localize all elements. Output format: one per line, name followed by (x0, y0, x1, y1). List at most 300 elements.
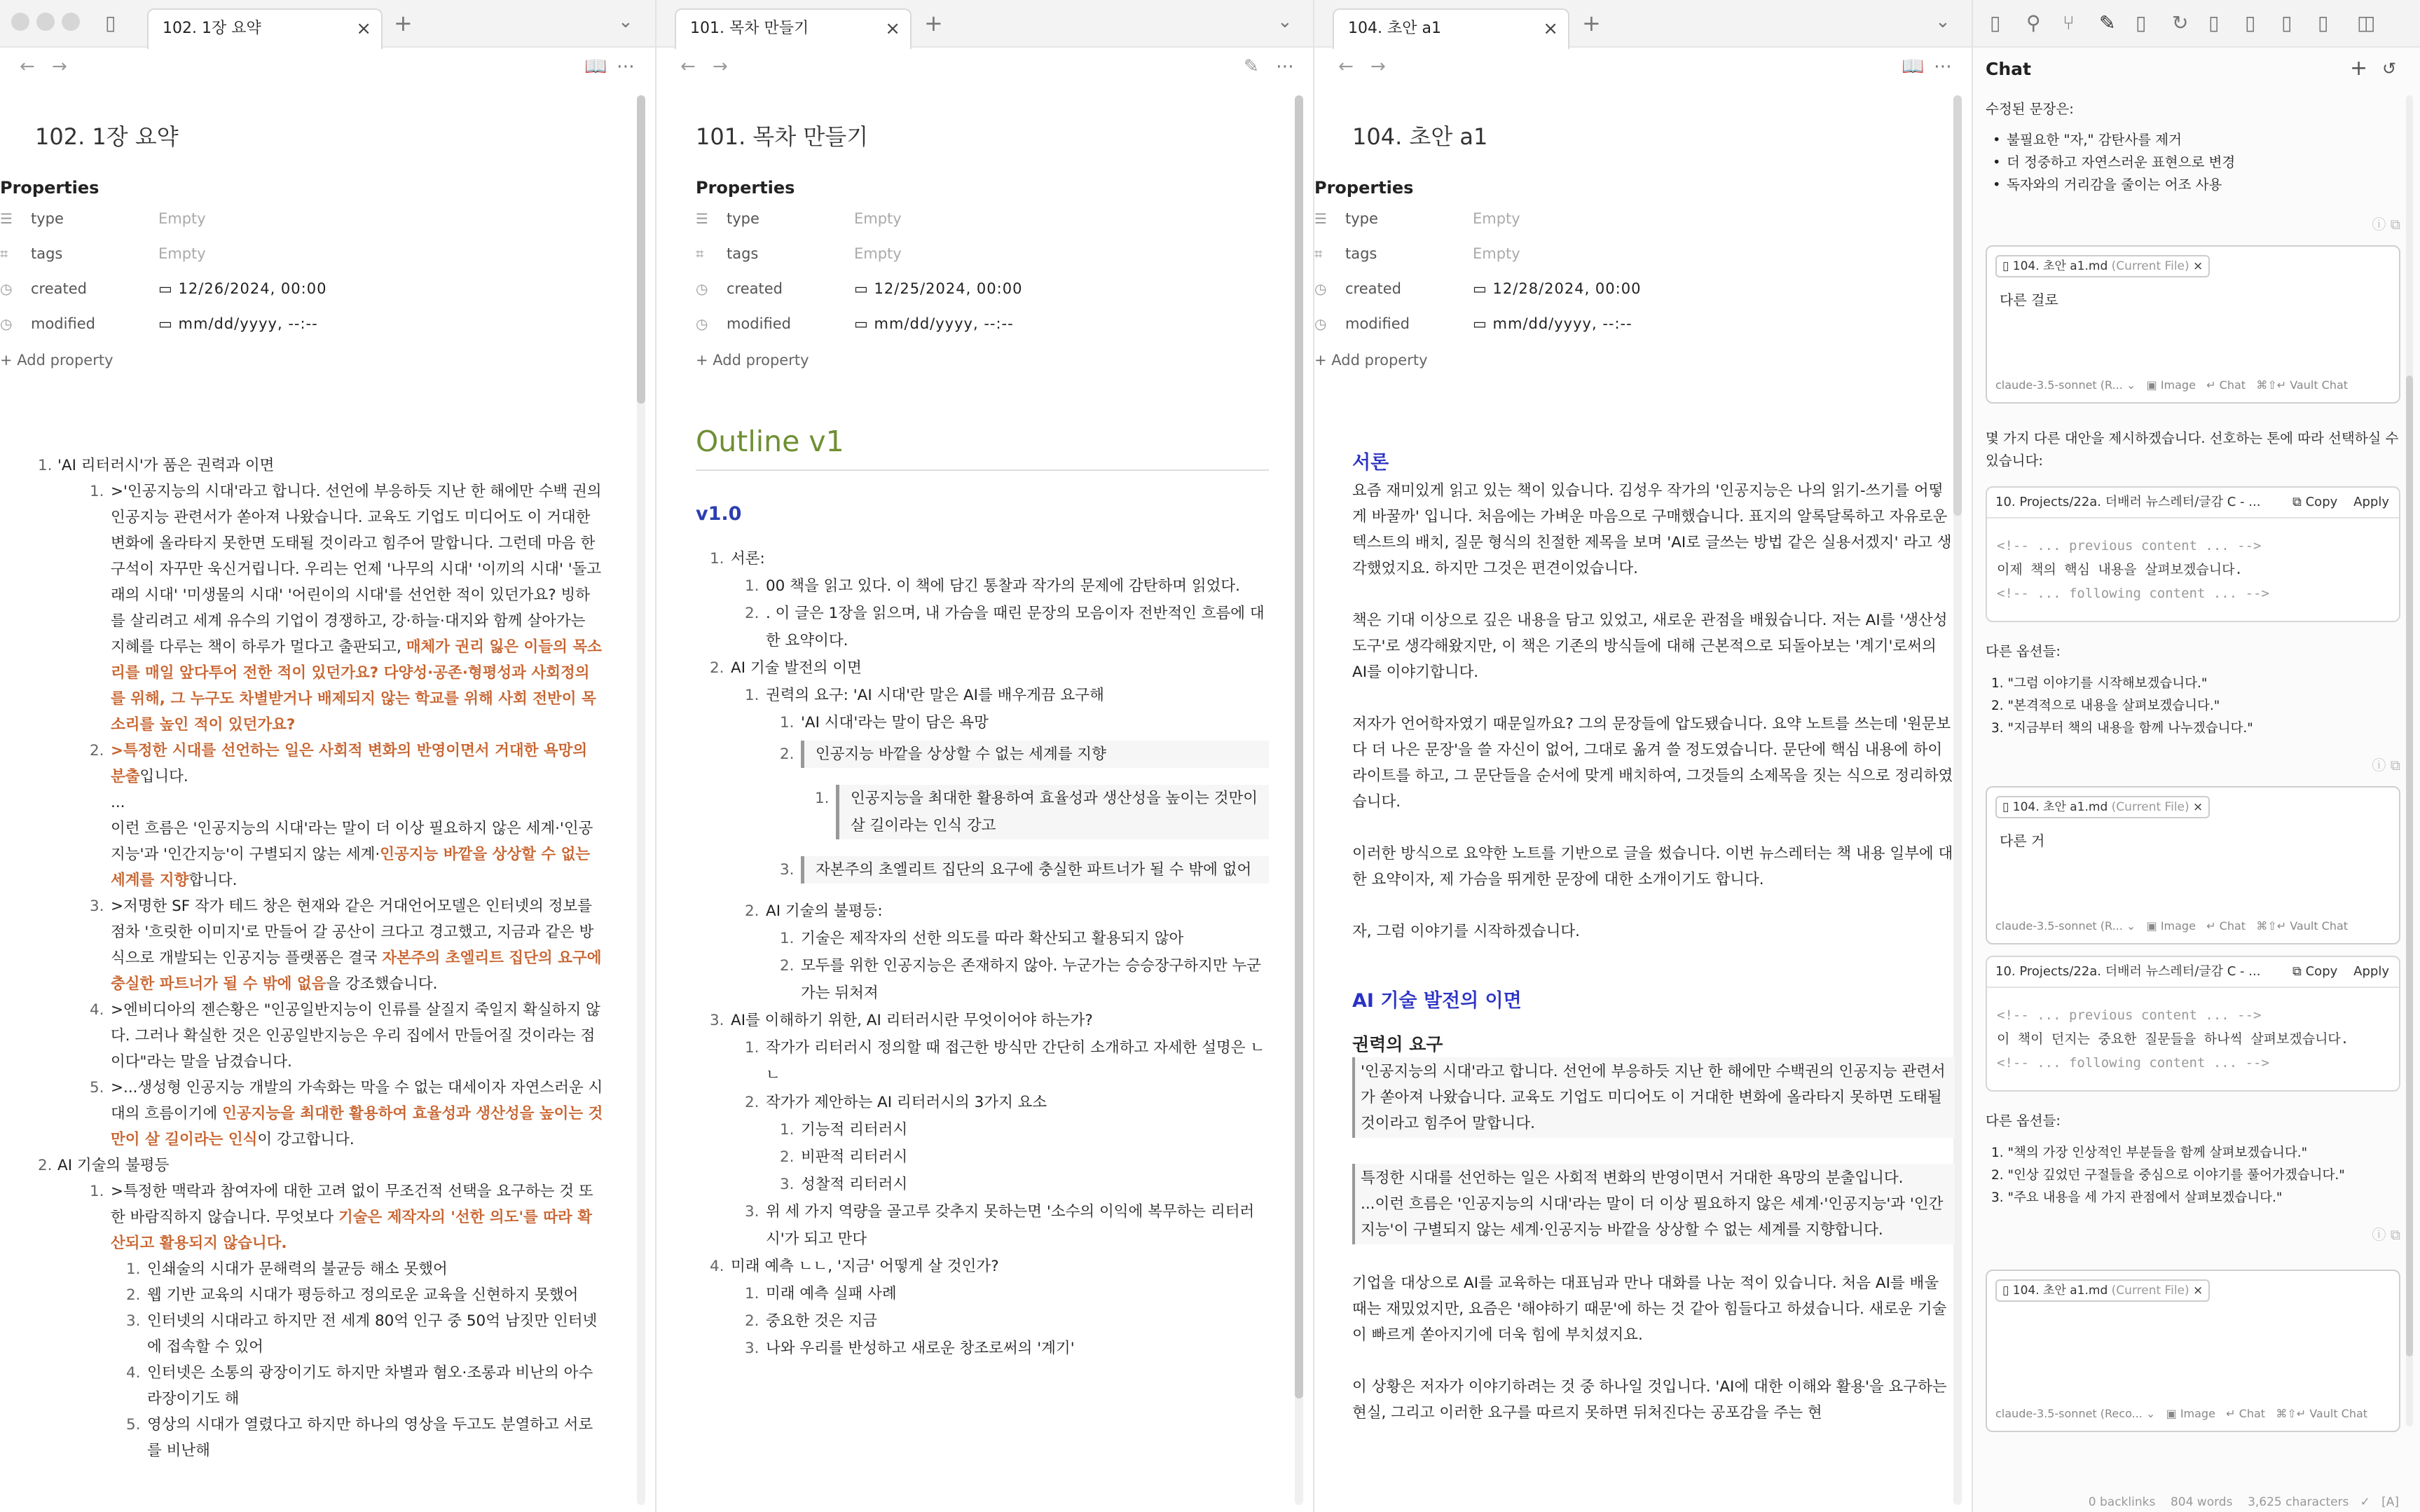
paragraph: 요즘 재미있게 읽고 있는 책이 있습니다. 김성우 작가의 '인공지능은 나의 읽기-쓰기를 어떻게 바꿀까' 입니다. 처음에는 가벼운 마음으로 구매했습니다. 표지의 알록달록하고 자유로운 텍스트의 배치, 질문 형식의 친절한 제목을 보며 'AI로 글쓰는 방법 같은 실용서겠지' 라고 생각했었지요. 하지만 그것은 편견이었습니다. (1352, 482, 1952, 577)
option-item: 2. "인상 깊었던 구절들을 중심으로 이야기를 풀어가겠습니다." (1991, 1168, 2345, 1183)
prop-value[interactable]: Empty (1473, 245, 1520, 262)
document-icon[interactable]: ▯ (2136, 11, 2147, 34)
editor-pane-3 (1314, 0, 1973, 1512)
copy-label: Copy (2305, 964, 2338, 979)
heading-intro: 서론 (1352, 452, 1389, 474)
more-options-icon[interactable]: ⋯ (1276, 56, 1294, 77)
user-message-box[interactable] (1986, 786, 2400, 944)
new-tab-icon[interactable]: + (1582, 10, 1601, 36)
prop-value[interactable]: Empty (854, 245, 902, 262)
info-icon[interactable]: ⓘ (2372, 757, 2386, 774)
bullet-item: • 불필요한 "자," 감탄사를 제거 (1986, 129, 2400, 151)
blockquote (1352, 1164, 1955, 1244)
image-button[interactable]: Image (2160, 378, 2196, 392)
forward-arrow-icon[interactable]: → (52, 56, 67, 77)
list-item: 2. AI 기술 발전의 이면 (710, 659, 862, 677)
note-title: 104. 초안 a1 (1352, 123, 1488, 150)
list-text: . 이 글은 1장을 읽으며, 내 가슴을 때린 문장의 모음이자 전반적인 흐름에 대한 요약이다. (766, 605, 1265, 650)
highlight-text: >특정한 시대를 선언하는 일은 사회적 변화의 반영이면서 거대한 욕망의 분출 (111, 742, 588, 785)
list-item: 2. 비판적 리터러시 (780, 1148, 908, 1166)
properties-heading: Properties (0, 178, 99, 198)
option-text: "주요 내용을 세 가지 관점에서 살펴보겠습니다." (2007, 1190, 2283, 1205)
code-line: 이 책이 던지는 중요한 질문들을 하나씩 살펴보겠습니다. (1997, 1031, 2349, 1047)
image-button[interactable]: Image (2160, 919, 2196, 933)
message-input-text: 다른 거 (2000, 832, 2045, 849)
current-file-label: (Current File) (2111, 259, 2189, 273)
message-input[interactable] (1987, 1302, 2399, 1347)
date-field[interactable]: ▭ 12/28/2024, 00:00 (1473, 280, 1642, 297)
list-item: 3. >저명한 SF 작가 테드 창은 현재와 같은 거대언어모델은 인터넷의 정보를 점차 '흐릿한 이미지'로 만들어 갈 공산이 크다고 경고했고, 지금과 같은 방식으로 개발되는 인공지능 플랫폼은 결국 자본주의 초엘리트 집단의 요구에 충실한 파트너가 될 수 밖에 없음을 강조했습니다. (90, 898, 602, 993)
add-property-button[interactable]: + Add property (696, 352, 809, 369)
chevron-down-icon[interactable]: ⌄ (618, 11, 633, 32)
tab-label: 104. 초안 a1 (1348, 20, 1441, 37)
message-text: 몇 가지 다른 대안을 제시하겠습니다. 선호하는 톤에 따라 선택하실 수 있습니다: (1986, 430, 2399, 469)
list-item: 1. 00 책을 읽고 있다. 이 책에 담긴 통찰과 작가의 문제에 감탄하며 읽었다. (745, 577, 1240, 595)
list-text: 'AI 리터러시'가 품은 권력과 이면 (57, 457, 275, 474)
model-selector[interactable]: claude-3.5-sonnet (R... (1995, 919, 2123, 933)
list-text: 웹 기반 교육의 시대가 평등하고 정의로운 교육을 신현하지 못했어 (147, 1286, 579, 1304)
date-value: mm/dd/yyyy, --:-- (178, 315, 318, 332)
list-text: 합니다. (188, 872, 238, 889)
list-text: 입니다. (139, 768, 188, 785)
list-text: 성찰적 리터러시 (801, 1176, 908, 1193)
list-text: AI 기술의 불평등 (57, 1157, 170, 1174)
list-text: 을 강조했습니다. (326, 975, 438, 993)
paragraph: 책은 기대 이상으로 깊은 내용을 담고 있었고, 새로운 관점을 배웠습니다. 저는 AI를 '생산성 도구'로 생각해왔지만, 이 책은 기존의 방식들에 대해 근본적으로 되돌아보는 '계기'로써의 AI를 이야기합니다. (1352, 612, 1948, 681)
code-comment: <!-- ... previous content ... --> (1997, 1008, 2262, 1023)
properties-heading: Properties (696, 178, 795, 198)
file-chip[interactable]: ▯ 104. 초안 a1.md (Current File) × (1995, 796, 2210, 818)
list-item: 2. AI 기술의 불평등 (38, 1157, 170, 1174)
apply-button[interactable]: Apply (2353, 495, 2389, 509)
editor-pane-1 (0, 0, 656, 1512)
prop-key: type (1345, 210, 1378, 227)
quote-text: 인공지능을 최대한 활용하여 효율성과 생산성을 높이는 것만이 살 길이라는 인식 강고 (851, 790, 1258, 834)
option-text: "그럼 이야기를 시작해보겠습니다." (2007, 676, 2208, 691)
list-item: 3. 나와 우리를 반성하고 새로운 창조로써의 '계기' (745, 1340, 1075, 1357)
copy-button[interactable]: ⧉ Copy (2292, 495, 2338, 509)
bullet-item: • 더 정중하고 자연스러운 표현으로 변경 (1986, 151, 2400, 174)
list-item: 1. 기능적 리터러시 (780, 1121, 908, 1139)
paragraph: 저자가 언어학자였기 때문일까요? 그의 문장들에 압도됐습니다. 요약 노트를 쓰는데 '원문보다 더 나은 문장'을 쓸 자신이 없어, 그대로 옮겨 쓸 정도였습니다. 문단에 핵심 내용에 하이라이트를 하고, 그 문단들을 순서에 맞게 배치하여, 그것들의 소제목을 짓는 식으로 정리하였습니다. (1352, 715, 1953, 811)
input-footer: claude-3.5-sonnet (R... ⌄ ▣ Image ↵ Chat ⌘⇧↵ Vault Chat (1995, 919, 2349, 933)
refresh-icon[interactable]: ↻ (2172, 11, 2189, 34)
list-item: 3. 자본주의 초엘리트 집단의 요구에 충실한 파트너가 될 수 밖에 없어 (801, 856, 1269, 884)
option-item: 3. "주요 내용을 세 가지 관점에서 살펴보겠습니다." (1991, 1190, 2283, 1205)
list-text: 권력의 요구: 'AI 시대'란 말은 AI를 배우게끔 요구해 (766, 687, 1104, 704)
note-body (1352, 448, 1955, 1426)
heading-power: 권력의 요구 (1352, 1034, 1443, 1054)
branch-icon[interactable]: ⑂ (2063, 11, 2075, 34)
forward-arrow-icon[interactable]: → (713, 56, 728, 77)
scroll-thumb[interactable] (2406, 376, 2413, 1356)
edit-pencil-icon[interactable]: ✎ (1244, 56, 1259, 77)
list-item: 1. 인공지능을 최대한 활용하여 효율성과 생산성을 높이는 것만이 살 길이라는 인식 강고 (836, 785, 1269, 839)
file-chip-label: 104. 초안 a1.md (2012, 800, 2108, 814)
new-chat-icon[interactable]: + (2350, 56, 2368, 81)
current-file-label: (Current File) (2111, 1284, 2189, 1298)
quote-text: 자본주의 초엘리트 집단의 요구에 충실한 파트너가 될 수 밖에 없어 (816, 861, 1252, 879)
back-arrow-icon[interactable]: ← (680, 56, 696, 77)
more-options-icon[interactable]: ⋯ (617, 56, 635, 77)
copy-label: Copy (2305, 495, 2338, 509)
option-text: "인상 깊었던 구절들을 중심으로 이야기를 풀어가겠습니다." (2007, 1168, 2345, 1183)
list-item: 1. >특정한 맥락과 참여자에 대한 고려 없이 무조건적 선택을 요구하는 것 또한 바람직하지 않습니다. 무엇보다 기술은 제작자의 '선한 의도'를 따라 확산되고 활용되지 않습니다. (90, 1183, 593, 1252)
list-item: 5. >...생성형 인공지능 개발의 가속화는 막을 수 없는 대세이자 자연스러운 시대의 흐름이기에 인공지능을 최대한 활용하여 효율성과 생산성을 높이는 것만이 살 길이라는 인식이 강고합니다. (90, 1079, 603, 1148)
tag-icon: ⌗ (696, 245, 704, 262)
chat-scrollbar[interactable] (2406, 95, 2413, 1427)
vault-chat-button[interactable]: Vault Chat (2309, 1407, 2368, 1420)
code-comment: <!-- ... following content ... --> (1997, 586, 2269, 601)
model-selector[interactable]: claude-3.5-sonnet (R... (1995, 378, 2123, 392)
option-item: 3. "지금부터 책의 내용을 함께 나누겠습니다." (1991, 721, 2253, 736)
chat-panel (1973, 0, 2420, 1512)
message-input-text: 다른 걸로 (2000, 291, 2058, 308)
forward-arrow-icon[interactable]: → (1370, 56, 1386, 77)
option-text: "본격적으로 내용을 살펴보겠습니다." (2007, 699, 2220, 713)
blockquote (1352, 1057, 1955, 1138)
document-icon[interactable]: ▯ (2245, 11, 2256, 34)
note-title: 101. 목차 만들기 (696, 123, 869, 150)
prop-key: type (31, 210, 64, 227)
clock-icon: ◷ (1314, 315, 1327, 332)
list-text: >특정한 맥락과 참여자에 대한 고려 없이 무조건적 선택을 요구하는 것 또한 바람직하지 않습니다. 무엇보다 (111, 1183, 593, 1226)
heading-ai: AI 기술 발전의 이면 (1352, 990, 1522, 1012)
quote-block (801, 856, 1269, 884)
image-button[interactable]: Image (2180, 1407, 2215, 1420)
tag-icon: ⌗ (0, 245, 8, 262)
scroll-thumb[interactable] (1295, 95, 1303, 1398)
list-text: 기능적 리터러시 (801, 1121, 908, 1139)
tag-icon: ⌗ (1314, 245, 1323, 262)
code-comment: <!-- ... previous content ... --> (1997, 538, 2262, 554)
ai-status-icon[interactable]: [A] (2381, 1495, 2399, 1509)
clock-icon: ◷ (1314, 280, 1327, 297)
list-item: 1. 서론: (710, 550, 765, 568)
new-tab-icon[interactable]: + (394, 10, 413, 36)
file-chip[interactable]: ▯ 104. 초안 a1.md (Current File) × (1995, 255, 2210, 277)
date-field[interactable]: ▭ 12/26/2024, 00:00 (158, 280, 327, 297)
image-icon[interactable]: ▣ (2146, 378, 2157, 392)
highlight-text: 기술은 제작자의 '선한 의도'를 따라 확산되고 활용되지 않습니다. (111, 1209, 593, 1252)
properties-panel (1314, 178, 1931, 369)
input-footer: claude-3.5-sonnet (Reco... ⌄ ▣ Image ↵ Chat ⌘⇧↵ Vault Chat (1995, 1407, 2368, 1420)
code-file-path: 10. Projects/22a. 더배러 뉴스레터/글감 C - ... (1995, 964, 2261, 979)
quote-block (801, 741, 1269, 768)
scrollbar[interactable] (1295, 95, 1303, 1505)
document-icon[interactable]: ▯ (2208, 11, 2220, 34)
prop-key: created (31, 280, 87, 297)
reading-view-icon[interactable]: 📖 (584, 56, 607, 77)
text-lines-icon: ☰ (1314, 210, 1327, 227)
highlight-text: 매체가 권리 잃은 이들의 목소리를 매일 앞다투어 전한 적이 있던가요? 다양성·공존·형평성과 사회정의를 위해, 그 누구도 차별받거나 배제되지 않는 학교를 위해 사회 전반이 목소리를 높인 적이 있던가요? (111, 638, 602, 734)
text-lines-icon: ☰ (696, 210, 708, 227)
code-header (1987, 488, 2399, 518)
copy-button[interactable]: ⧉ Copy (2292, 964, 2338, 979)
code-block (1986, 486, 2400, 622)
magic-wand-icon[interactable]: ✎ (2099, 11, 2116, 34)
chat-send-button[interactable]: Chat (2239, 1407, 2266, 1420)
info-icon[interactable]: ⓘ (2372, 1226, 2386, 1243)
prop-key: type (727, 210, 759, 227)
chat-send-button[interactable]: Chat (2219, 378, 2246, 392)
list-item: 2. >특정한 시대를 선언하는 일은 사회적 변화의 반영이면서 거대한 욕망의 분출입니다. ... 이런 흐름은 '인공지능의 시대'라는 말이 더 이상 필요하지 않은 세계·'인공지능'과 '인간지능'이 구별되지 않는 세계·인공지능 바깥을 상상할 수 없는 세계를 지향합니다. (90, 742, 593, 889)
image-icon[interactable]: ▣ (2166, 1407, 2177, 1420)
date-value: 12/25/2024, 00:00 (874, 280, 1023, 297)
sidebar-right-icon[interactable]: ◫ (2357, 11, 2376, 34)
tab-101[interactable] (675, 8, 912, 49)
prop-value[interactable]: Empty (158, 210, 206, 227)
file-chip[interactable]: ▯ 104. 초안 a1.md (Current File) × (1995, 1279, 2210, 1302)
input-footer: claude-3.5-sonnet (R... ⌄ ▣ Image ↵ Chat ⌘⇧↵ Vault Chat (1995, 378, 2349, 392)
user-message-box[interactable] (1986, 245, 2400, 404)
copy-icon[interactable]: ⧉ (2390, 757, 2400, 774)
list-item: 4. >엔비디아의 젠슨황은 "인공일반지능이 인류를 살질지 죽일지 확실하지 않다. 그러나 확실한 것은 인공일반지능은 우리 집에서 만들어질 것이라는 점이다"라는 말을 남겼습니다. (90, 1001, 600, 1071)
file-chip-label: 104. 초안 a1.md (2012, 1284, 2108, 1298)
tab-label: 102. 1장 요약 (163, 20, 261, 37)
list-text: 인터넷은 소통의 광장이기도 하지만 차별과 혐오·조롱과 비난의 아수라장이기도 해 (147, 1364, 593, 1408)
code-content (1987, 518, 2399, 621)
chat-messages (1986, 98, 2400, 1432)
clock-icon: ◷ (696, 315, 708, 332)
clock-icon: ◷ (0, 315, 13, 332)
list-item: 1. >'인공지능의 시대'라고 합니다. 선언에 부응하듯 지난 한 해에만 수백 권의 인공지능 관련서가 쏟아져 나왔습니다. 교육도 기업도 미디어도 이 거대한 변화에 올라타지 못한면 도태될 것이라고 힘주어 말합니다. 그런데 마음 한 구석이 자꾸만 욱신거립니다. 우리는 언제 '나무의 시대' '이끼의 시대' '돌고래의 시대' '미생물의 시대' '어린이의 시대'를 선언한 적이 있던가요? 빙하를 살리려고 세계 유수의 기업이 경쟁하고, 강·하늘·대지와 함께 살아가는 지혜를 다루는 책이 하루가 멀다고 출판되고, 매체가 권리 잃은 이들의 목소리를 매일 앞다투어 전한 적이 있던가요? 다양성·공존·형평성과 사회정의를 위해, 그 누구도 차별받거나 배제되지 않는 학교를 위해 사회 전반이 목소리를 높인 적이 있던가요? (90, 483, 602, 734)
sync-check-icon[interactable]: ✓ (2360, 1495, 2370, 1509)
date-field[interactable]: ▭ mm/dd/yyyy, --:-- (854, 315, 1014, 332)
document-icon[interactable]: ▯ (2318, 11, 2329, 34)
option-text: "지금부터 책의 내용을 함께 나누겠습니다." (2007, 721, 2253, 736)
list-item: 4. 인터넷은 소통의 광장이기도 하지만 차별과 혐오·조롱과 비난의 아수라장이기도 해 (126, 1364, 593, 1408)
list-text: 미래 예측 ㄴㄴ, '지금' 어떻게 살 것인가? (731, 1258, 999, 1275)
code-line: 이제 책의 핵심 내용을 살펴보겠습니다. (1997, 562, 2243, 577)
option-item: 2. "본격적으로 내용을 살펴보겠습니다." (1991, 699, 2220, 713)
prop-key: modified (1345, 315, 1410, 332)
add-property-button[interactable]: + Add property (1314, 352, 1428, 369)
tab-104[interactable] (1333, 8, 1569, 49)
model-selector[interactable]: claude-3.5-sonnet (Reco... (1995, 1407, 2143, 1420)
list-item: 1. 기술은 제작자의 선한 의도를 따라 확산되고 활용되지 않아 (780, 930, 1184, 947)
chat-send-button[interactable]: Chat (2219, 919, 2246, 933)
date-value: 12/28/2024, 00:00 (1492, 280, 1642, 297)
date-field[interactable]: ▭ 12/25/2024, 00:00 (854, 280, 1023, 297)
date-value: 12/26/2024, 00:00 (178, 280, 327, 297)
vault-chat-button[interactable]: Vault Chat (2290, 378, 2349, 392)
text-lines-icon: ☰ (0, 210, 13, 227)
back-arrow-icon[interactable]: ← (1338, 56, 1354, 77)
reading-view-icon[interactable]: 📖 (1902, 56, 1925, 77)
prop-key: tags (1345, 245, 1377, 262)
date-field[interactable]: ▭ mm/dd/yyyy, --:-- (1473, 315, 1632, 332)
heading-outline: Outline v1 (696, 420, 1269, 471)
list-item: 2. 웹 기반 교육의 시대가 평등하고 정의로운 교육을 신현하지 못했어 (126, 1286, 579, 1304)
quote-text: '인공지능의 시대'라고 합니다. 선언에 부응하듯 지난 한 해에만 수백권의 인공지능 관련서가 쏟아져 나왔습니다. 교육도 기업도 미디어도 이 거대한 변화에 올라타지 못하면 도태될 것이라고 힘주어 말합니다. (1361, 1063, 1946, 1132)
note-title: 102. 1장 요약 (35, 123, 179, 150)
add-property-label: Add property (1331, 352, 1428, 369)
close-icon[interactable]: × (1543, 18, 1558, 39)
list-item: 3. 위 세 가지 역량을 골고루 갖추지 못하는면 '소수의 이익에 복무하는 리터러시'가 되고 만다 (745, 1203, 1255, 1248)
list-item: 1. 'AI 리터러시'가 품은 권력과 이면 (38, 457, 275, 474)
message-text: 다른 옵션들: (1986, 1113, 2061, 1129)
prop-value[interactable]: Empty (1473, 210, 1520, 227)
list-item: 2. . 이 글은 1장을 읽으며, 내 가슴을 때린 문장의 모음이자 전반적인 흐름에 대한 요약이다. (745, 605, 1265, 650)
list-item: 2. 모두를 위한 인공지능은 존재하지 않아. 누군가는 승승장구하지만 누군가는 뒤처져 (780, 957, 1261, 1002)
note-body (696, 420, 1269, 1362)
paragraph: 이러한 방식으로 요약한 노트를 기반으로 글을 썼습니다. 이번 뉴스레터는 책 내용 일부에 대한 요약이자, 제 가슴을 뛰게한 문장에 대한 소개이기도 합니다. (1352, 845, 1953, 888)
pin-icon[interactable]: ⚲ (2026, 11, 2041, 34)
add-property-button[interactable]: + Add property (0, 352, 114, 369)
quote-block (836, 785, 1269, 839)
message-actions (1986, 751, 2400, 779)
prop-key: modified (31, 315, 95, 332)
quote-text: ...이런 흐름은 '인공지능의 시대'라는 말이 더 이상 필요하지 않은 세계·'인공지능'과 '인간지능'이 구별되지 않는 세계·인공지능 바깥을 상상할 수 없는 세계를 지향합니다. (1361, 1195, 1944, 1239)
list-item: 2. 인공지능 바깥을 상상할 수 없는 세계를 지향 (801, 741, 1269, 768)
prop-key: tags (727, 245, 759, 262)
scrollbar[interactable] (637, 95, 645, 1505)
tab-bar (1314, 0, 1972, 48)
list-item: 3. 인터넷의 시대라고 하지만 전 세계 80억 인구 중 50억 남짓만 인터넷에 접속할 수 있어 (126, 1312, 598, 1356)
list-text: 인쇄술의 시대가 문해력의 불균등 해소 못했어 (147, 1260, 448, 1278)
list-text: 이런 흐름은 '인공지능의 시대'라는 말이 더 이상 필요하지 않은 세계·'인공지능'과 '인간지능'이 구별되지 않는 세계· (111, 820, 593, 863)
chat-title: Chat (1986, 59, 2031, 79)
date-value: mm/dd/yyyy, --:-- (874, 315, 1014, 332)
list-item: 5. 영상의 시대가 열렸다고 하지만 하나의 영상을 두고도 분열하고 서로를 비난해 (126, 1416, 593, 1459)
list-item: 4. 미래 예측 ㄴㄴ, '지금' 어떻게 살 것인가? (710, 1258, 999, 1275)
apply-button[interactable]: Apply (2353, 964, 2389, 979)
date-field[interactable]: ▭ mm/dd/yyyy, --:-- (158, 315, 318, 332)
list-text: 나와 우리를 반성하고 새로운 창조로써의 '계기' (766, 1340, 1075, 1357)
chevron-down-icon[interactable]: ⌄ (1277, 11, 1293, 32)
list-item: 1. 'AI 시대'라는 말이 담은 욕망 (780, 714, 989, 731)
file-chip-label: 104. 초안 a1.md (2012, 259, 2108, 273)
list-item: 2. 작가가 제안하는 AI 리터러시의 3가지 요소 (745, 1094, 1047, 1111)
properties-panel (696, 178, 1270, 369)
character-count: 3,625 characters (2248, 1495, 2349, 1509)
list-text: 작가가 리터러시 정의할 때 접근한 방식만 간단히 소개하고 자세한 설명은 ㄴㄴ (766, 1039, 1265, 1084)
image-icon[interactable]: ▣ (2146, 919, 2157, 933)
list-text: 비판적 리터러시 (801, 1148, 908, 1166)
backlinks-count[interactable]: 0 backlinks (2088, 1495, 2156, 1509)
list-item: 1. 인쇄술의 시대가 문해력의 불균등 해소 못했어 (126, 1260, 448, 1278)
code-content (1987, 988, 2399, 1090)
code-header (1987, 957, 2399, 988)
list-item: 2. 중요한 것은 지금 (745, 1312, 878, 1330)
highlight-text: 인공지능 바깥을 상상할 수 없는 세계를 지향 (111, 846, 591, 889)
paragraph: 자, 그럼 이야기를 시작하겠습니다. (1352, 923, 1580, 940)
paragraph: 이 상황은 저자가 이야기하려는 것 중 하나일 것입니다. 'AI에 대한 이해와 활용'을 요구하는 현실, 그리고 이러한 요구를 따르지 못하면 뒤처진다는 공포감을 주는 현 (1352, 1378, 1947, 1422)
prop-key: created (1345, 280, 1401, 297)
chat-input-box[interactable] (1986, 1270, 2400, 1432)
chat-toolbar (1973, 0, 2420, 48)
list-text: >엔비디아의 젠슨황은 "인공일반지능이 인류를 살질지 죽일지 확실하지 않다. 그러나 확실한 것은 인공일반지능은 우리 집에서 만들어질 것이라는 점이다"라는 말을 남겼습니다. (111, 1001, 600, 1071)
prop-value[interactable]: Empty (854, 210, 902, 227)
heading-version: v1.0 (696, 503, 742, 525)
prop-key: tags (31, 245, 63, 262)
history-icon[interactable]: ↺ (2382, 59, 2397, 78)
list-text: 기술은 제작자의 선한 의도를 따라 확산되고 활용되지 않아 (801, 930, 1184, 947)
date-value: mm/dd/yyyy, --:-- (1492, 315, 1632, 332)
bullet-item: • 독자와의 거리감을 줄이는 어조 사용 (1986, 174, 2400, 196)
message-text: 다른 옵션들: (1986, 643, 2061, 659)
option-item: 1. "책의 가장 인상적인 부분들을 함께 살펴보겠습니다." (1991, 1146, 2308, 1160)
window-zoom-dot[interactable] (62, 13, 80, 31)
close-icon[interactable]: × (356, 18, 371, 39)
chevron-down-icon[interactable]: ⌄ (1935, 11, 1951, 32)
file-icon[interactable]: ▯ (1990, 11, 2001, 34)
list-text: 이 강고합니다. (257, 1131, 355, 1148)
vault-chat-button[interactable]: Vault Chat (2290, 919, 2349, 933)
list-text: 작가가 제안하는 AI 리터러시의 3가지 요소 (766, 1094, 1047, 1111)
list-text: 모두를 위한 인공지능은 존재하지 않아. 누군가는 승승장구하지만 누군가는 뒤처져 (801, 957, 1261, 1002)
list-text: >...생성형 인공지능 개발의 가속화는 막을 수 없는 대세이자 자연스러운 시대의 흐름이기에 (111, 1079, 603, 1122)
scroll-thumb[interactable] (637, 95, 645, 404)
list-text: 미래 예측 실패 사례 (766, 1285, 897, 1303)
close-icon[interactable]: × (885, 18, 900, 39)
document-icon[interactable]: ▯ (2281, 11, 2292, 34)
list-text: AI 기술의 불평등: (766, 902, 883, 920)
highlight-text: 자본주의 초엘리트 집단의 요구에 충실한 파트너가 될 수 밖에 없음 (111, 949, 602, 993)
more-options-icon[interactable]: ⋯ (1934, 56, 1952, 77)
clock-icon: ◷ (696, 280, 708, 297)
properties-panel (0, 178, 617, 369)
word-count: 804 words (2170, 1495, 2233, 1509)
list-text: 서론: (731, 550, 765, 568)
code-comment: <!-- ... following content ... --> (1997, 1055, 2269, 1071)
add-property-label: Add property (713, 352, 809, 369)
tab-102[interactable] (147, 8, 383, 49)
add-property-label: Add property (17, 352, 114, 369)
clock-icon: ◷ (0, 280, 13, 297)
list-item: 1. 미래 예측 실패 사례 (745, 1285, 897, 1303)
copy-icon[interactable]: ⧉ (2390, 1226, 2400, 1243)
prop-key: modified (727, 315, 791, 332)
status-bar (2089, 1495, 2399, 1509)
tab-bar (0, 0, 655, 48)
list-text: AI 기술 발전의 이면 (731, 659, 862, 677)
back-arrow-icon[interactable]: ← (20, 56, 35, 77)
list-text: 인터넷의 시대라고 하지만 전 세계 80억 인구 중 50억 남짓만 인터넷에 접속할 수 있어 (147, 1312, 598, 1356)
list-item: 1. 권력의 요구: 'AI 시대'란 말은 AI를 배우게끔 요구해 (745, 687, 1104, 704)
window-minimize-dot[interactable] (36, 13, 55, 31)
message-actions (1986, 210, 2400, 238)
list-text: AI를 이해하기 위한, AI 리터러시란 무엇이어야 하는가? (731, 1012, 1093, 1029)
paragraph: 기업을 대상으로 AI를 교육하는 대표님과 만나 대화를 나눈 적이 있습니다. 처음 AI를 배울 때는 재밌었지만, 요즘은 '해야하기 때문'에 하는 것 같아 힘들다고 하셨습니다. 새로운 기술이 빠르게 쏟아지기에 더욱 힘에 부치셨지요. (1352, 1274, 1947, 1344)
properties-heading: Properties (1314, 178, 1414, 198)
tab-label: 101. 목차 만들기 (690, 20, 809, 37)
editor-pane-2 (656, 0, 1314, 1512)
message-text: 수정된 문장은: (1986, 101, 2074, 117)
window-close-dot[interactable] (11, 13, 29, 31)
list-item: 2. AI 기술의 불평등: (745, 902, 883, 920)
prop-value[interactable]: Empty (158, 245, 206, 262)
new-tab-icon[interactable]: + (924, 10, 943, 36)
list-item: 1. 작가가 리터러시 정의할 때 접근한 방식만 간단히 소개하고 자세한 설명은 ㄴㄴ (745, 1039, 1265, 1084)
list-text: 영상의 시대가 열렸다고 하지만 하나의 영상을 두고도 분열하고 서로를 비난해 (147, 1416, 593, 1459)
sidebar-toggle-icon[interactable]: ▯ (105, 11, 116, 34)
info-icon[interactable]: ⓘ (2372, 216, 2386, 233)
option-item: 1. "그럼 이야기를 시작해보겠습니다." (1991, 676, 2208, 691)
list-text: 중요한 것은 지금 (766, 1312, 878, 1330)
tab-bar (656, 0, 1313, 48)
list-item: 3. 성찰적 리터러시 (780, 1176, 908, 1193)
highlight-text: 인공지능을 최대한 활용하여 효율성과 생산성을 높이는 것만이 살 길이라는 인식 (111, 1105, 603, 1148)
list-text: ... (111, 794, 125, 811)
quote-text: 특정한 시대를 선언하는 일은 사회적 변화의 반영이면서 거대한 욕망의 분출입니다. (1361, 1169, 1904, 1187)
message-actions (1986, 1221, 2400, 1249)
list-item: 3. AI를 이해하기 위한, AI 리터러시란 무엇이어야 하는가? (710, 1012, 1093, 1029)
option-text: "책의 가장 인상적인 부분들을 함께 살펴보겠습니다." (2007, 1146, 2308, 1160)
copy-icon[interactable]: ⧉ (2390, 216, 2400, 233)
list-text: 위 세 가지 역량을 골고루 갖추지 못하는면 '소수의 이익에 복무하는 리터러시'가 되고 만다 (766, 1203, 1255, 1248)
